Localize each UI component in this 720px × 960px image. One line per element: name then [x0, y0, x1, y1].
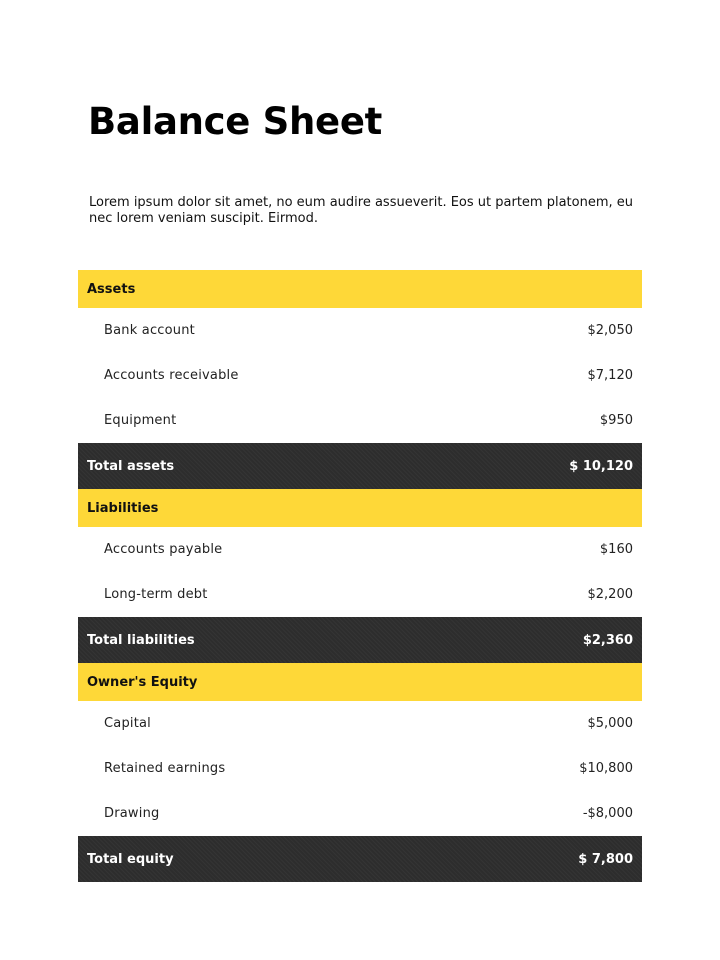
line-item-value: $10,800 [579, 761, 633, 776]
line-item-label: Capital [104, 716, 151, 731]
line-item-value: $2,050 [587, 323, 633, 338]
line-item-value: $160 [599, 542, 633, 557]
line-item-drawing [78, 791, 642, 836]
total-value: $2,360 [582, 632, 633, 648]
line-item-value: $7,120 [587, 368, 633, 383]
balance-sheet-table [78, 270, 642, 882]
line-item-label: Accounts receivable [104, 368, 239, 383]
line-item-label: Bank account [104, 323, 195, 338]
total-value: $ 10,120 [569, 458, 633, 474]
line-item-value: -$8,000 [582, 806, 633, 821]
line-item-bank-account [78, 308, 642, 353]
line-item-capital [78, 701, 642, 746]
liabilities-section-header [78, 489, 642, 527]
line-item-label: Drawing [104, 806, 160, 821]
total-value: $ 7,800 [578, 851, 633, 867]
line-item-label: Retained earnings [104, 761, 226, 776]
section-heading: Owner's Equity [87, 674, 198, 690]
assets-section-header [78, 270, 642, 308]
line-item-accounts-payable [78, 527, 642, 572]
total-equity-row [78, 836, 642, 882]
line-item-label: Long-term debt [104, 587, 208, 602]
line-item-value: $2,200 [587, 587, 633, 602]
line-item-value: $950 [599, 413, 633, 428]
equity-section-header [78, 663, 642, 701]
intro-paragraph: Lorem ipsum dolor sit amet, no eum audire assueverit. Eos ut partem platonem, eu nec lorem veniam suscipit. Eirmod. [89, 195, 634, 226]
line-item-long-term-debt [78, 572, 642, 617]
total-label: Total assets [87, 458, 175, 474]
line-item-label: Equipment [104, 413, 177, 428]
total-label: Total equity [87, 851, 174, 867]
line-item-value: $5,000 [587, 716, 633, 731]
line-item-label: Accounts payable [104, 542, 223, 557]
total-assets-row [78, 443, 642, 489]
total-label: Total liabilities [87, 632, 195, 648]
page-title: Balance Sheet [88, 100, 383, 143]
line-item-accounts-receivable [78, 353, 642, 398]
line-item-equipment [78, 398, 642, 443]
section-heading: Liabilities [87, 500, 159, 516]
total-liabilities-row [78, 617, 642, 663]
line-item-retained-earnings [78, 746, 642, 791]
section-heading: Assets [87, 281, 136, 297]
